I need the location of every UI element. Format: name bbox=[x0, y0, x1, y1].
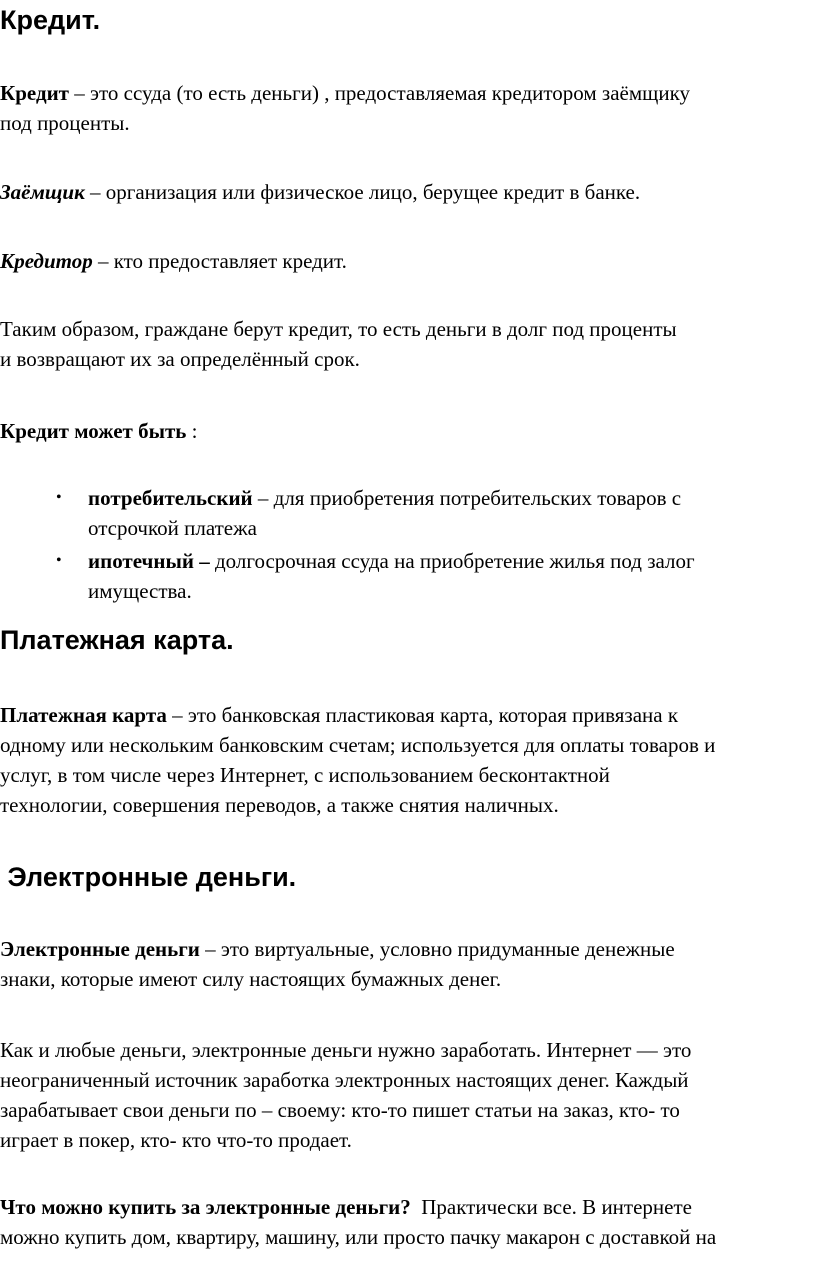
card-line3: услуг, в том числе через Интернет, с использованием бесконтактной bbox=[0, 763, 610, 787]
credit-definition bbox=[0, 78, 816, 138]
emoney-para-line2: неограниченный источник заработка электронных настоящих денег. Каждый bbox=[0, 1068, 689, 1092]
credit-types-list bbox=[0, 483, 816, 609]
borrower-definition bbox=[0, 177, 816, 207]
credit-definition-line2: под проценты. bbox=[0, 111, 130, 135]
list-item bbox=[0, 546, 816, 606]
credit-summary-line1: Таким образом, граждане берут кредит, то есть деньги в долг под проценты bbox=[0, 317, 677, 341]
emoney-definition bbox=[0, 934, 816, 994]
list-item bbox=[0, 483, 816, 543]
credit-type-line2: имущества. bbox=[88, 579, 192, 603]
credit-term: Кредит bbox=[0, 81, 69, 105]
card-definition bbox=[0, 700, 816, 820]
credit-definition-line1: – это ссуда (то есть деньги) , предоставляемая кредитором заёмщику bbox=[69, 81, 690, 105]
bullet: • bbox=[56, 489, 62, 506]
credit-type-line2: отсрочкой платежа bbox=[88, 516, 257, 540]
card-line4: технологии, совершения переводов, а также снятия наличных. bbox=[0, 793, 559, 817]
emoney-term: Электронные деньги bbox=[0, 937, 200, 961]
credit-types-intro bbox=[0, 416, 816, 446]
emoney-def-line1: – это виртуальные, условно придуманные денежные bbox=[199, 937, 675, 961]
emoney-heading: Электронные деньги. bbox=[0, 862, 297, 892]
emoney-question bbox=[0, 1192, 816, 1252]
credit-type-line1: – для приобретения потребительских товаров с bbox=[252, 486, 682, 510]
emoney-paragraph bbox=[0, 1035, 816, 1155]
credit-summary-line2: и возвращают их за определённый срок. bbox=[0, 347, 360, 371]
emoney-para-line4: играет в покер, кто- кто что-то продает. bbox=[0, 1128, 352, 1152]
creditor-definition bbox=[0, 246, 816, 276]
bullet: • bbox=[56, 552, 62, 569]
card-line2: одному или нескольким банковским счетам; используется для оплаты товаров и bbox=[0, 733, 716, 757]
card-heading: Платежная карта. bbox=[0, 625, 234, 655]
borrower-text: – организация или физическое лицо, берущее кредит в банке. bbox=[84, 180, 641, 204]
credit-type-line1: долгосрочная ссуда на приобретение жилья под залог bbox=[209, 549, 695, 573]
emoney-question-line1: Практически все. В интернете bbox=[410, 1195, 692, 1219]
credit-types-intro-term: Кредит может быть bbox=[0, 419, 187, 443]
emoney-question-term: Что можно купить за электронные деньги? bbox=[0, 1195, 411, 1219]
credit-type-term: потребительский bbox=[88, 486, 253, 510]
credit-type-term: ипотечный – bbox=[88, 549, 210, 573]
emoney-para-line1: Как и любые деньги, электронные деньги нужно заработать. Интернет — это bbox=[0, 1038, 692, 1062]
card-term: Платежная карта bbox=[0, 703, 167, 727]
credit-types-intro-text: : bbox=[186, 419, 198, 443]
credit-summary bbox=[0, 314, 816, 374]
borrower-term: Заёмщик bbox=[0, 180, 85, 204]
emoney-para-line3: зарабатывает свои деньги по – своему: кто-то пишет статьи на заказ, кто- то bbox=[0, 1098, 680, 1122]
card-line1: – это банковская пластиковая карта, которая привязана к bbox=[166, 703, 679, 727]
emoney-def-line2: знаки, которые имеют силу настоящих бумажных денег. bbox=[0, 967, 502, 991]
creditor-text: – кто предоставляет кредит. bbox=[92, 249, 347, 273]
credit-heading: Кредит. bbox=[0, 5, 101, 35]
creditor-term: Кредитор bbox=[0, 249, 93, 273]
emoney-question-line2: можно купить дом, квартиру, машину, или просто пачку макарон с доставкой на bbox=[0, 1225, 717, 1249]
